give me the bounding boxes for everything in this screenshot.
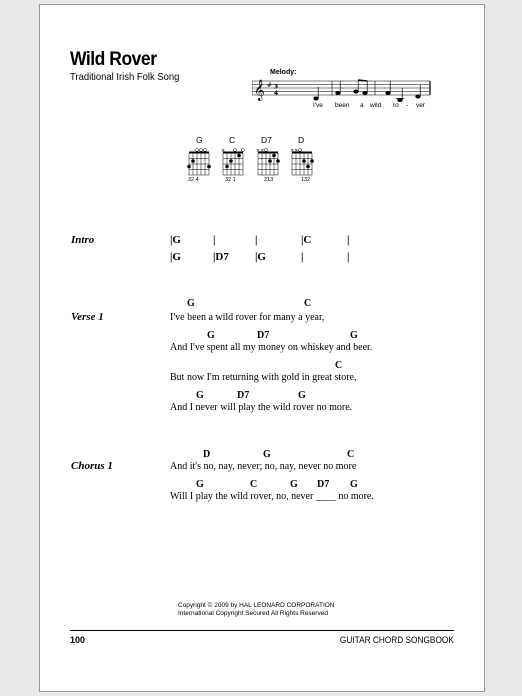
- svg-text:×: ×: [221, 148, 226, 154]
- svg-text:××: ××: [290, 148, 299, 154]
- chord-fingering: 132: [301, 177, 311, 183]
- melody-staff: [252, 77, 432, 103]
- intro-bar: |G: [170, 234, 181, 246]
- chord-symbol: G: [263, 449, 271, 460]
- chord-symbol: G: [196, 390, 204, 401]
- section-label-chorus-1: Chorus 1: [71, 460, 113, 472]
- intro-bar: |: [347, 251, 350, 263]
- lyric-line: And it's no, nay, never; no, nay, never no more: [170, 461, 357, 472]
- book-title: GUITAR CHORD SONGBOOK: [340, 635, 454, 645]
- svg-text:××: ××: [256, 148, 265, 154]
- intro-bar: |: [347, 234, 350, 246]
- svg-text:3: 3: [274, 83, 279, 91]
- chord-diagram-label: G: [196, 135, 203, 145]
- chord-symbol: G: [350, 479, 358, 490]
- footer-rule: [70, 630, 454, 631]
- chord-diagram-label: C: [229, 135, 236, 145]
- sheet-page: [39, 4, 485, 692]
- section-label-verse-1: Verse 1: [71, 311, 104, 323]
- chord-symbol: G: [298, 390, 306, 401]
- chord-symbol: C: [347, 449, 355, 460]
- svg-text:#: #: [267, 82, 273, 89]
- chord-symbol: G: [290, 479, 298, 490]
- intro-bar: |: [301, 251, 304, 263]
- melody-lyric: -: [406, 102, 409, 109]
- svg-text:4: 4: [274, 90, 279, 97]
- chord-symbol: G: [196, 479, 204, 490]
- melody-lyric: I've: [313, 102, 323, 109]
- lyric-line: Will I play the wild rover, no, never ____ no more.: [170, 491, 374, 502]
- melody-lyric: been: [335, 102, 350, 109]
- melody-lyric: ver: [416, 102, 426, 109]
- chord-diagram-d: [290, 147, 316, 177]
- chord-diagram-label: D7: [261, 135, 272, 145]
- melody-lyric: wild: [370, 102, 382, 109]
- chord-symbol: G: [350, 330, 358, 341]
- intro-bar: |G: [170, 251, 181, 263]
- chord-fingering: 32 1: [225, 177, 236, 183]
- lyric-line: And I never will play the wild rover no more.: [170, 402, 353, 413]
- chord-symbol: D7: [257, 330, 270, 341]
- melody-label: Melody:: [270, 69, 297, 76]
- lyric-line: I've been a wild rover for many a year,: [170, 312, 325, 323]
- intro-bar: |D7: [213, 251, 229, 263]
- copyright-notice: [178, 602, 335, 618]
- chord-symbol: G: [207, 330, 215, 341]
- intro-bar: |C: [301, 234, 312, 246]
- chord-diagram-label: D: [298, 135, 305, 145]
- copyright-line: Copyright © 2009 by HAL LEONARD CORPORATION: [178, 602, 335, 609]
- chord-diagram-c: [221, 147, 247, 177]
- intro-bar: |: [213, 234, 216, 246]
- intro-bar: |G: [255, 251, 266, 263]
- chord-symbol: D7: [237, 390, 250, 401]
- song-subtitle: Traditional Irish Folk Song: [70, 71, 180, 83]
- svg-text:𝄞: 𝄞: [254, 80, 265, 101]
- chord-fingering: 32 4: [188, 177, 199, 183]
- lyric-line: And I've spent all my money on whiskey and beer.: [170, 342, 373, 353]
- copyright-line: International Copyright Secured All Rights Reserved: [178, 610, 328, 617]
- chord-diagram-g: [187, 147, 213, 177]
- chord-symbol: G: [187, 298, 195, 309]
- lyric-line: But now I'm returning with gold in great store,: [170, 372, 357, 383]
- page-number: 100: [70, 635, 86, 645]
- chord-symbol: D7: [317, 479, 330, 490]
- chord-diagram-d7: [256, 147, 282, 177]
- melody-lyric: a: [360, 102, 364, 109]
- melody-lyric: ro: [393, 102, 399, 109]
- chord-symbol: C: [250, 479, 258, 490]
- chord-symbol: C: [304, 298, 312, 309]
- section-label-intro: Intro: [71, 234, 95, 246]
- song-title: Wild Rover: [70, 49, 157, 70]
- chord-symbol: D: [203, 449, 211, 460]
- intro-bar: |: [255, 234, 258, 246]
- chord-fingering: 213: [264, 177, 274, 183]
- chord-symbol: C: [335, 360, 343, 371]
